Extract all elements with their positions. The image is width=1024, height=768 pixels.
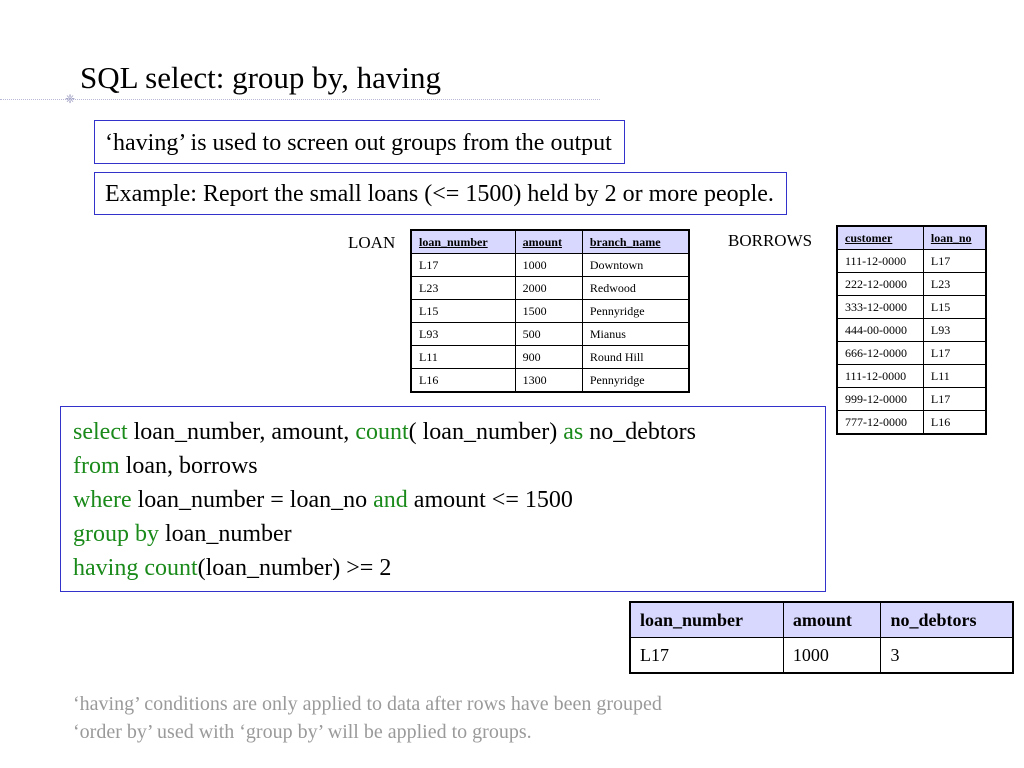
table-header-row [411,230,689,254]
table-row [837,273,986,296]
column-header: amount [515,230,582,254]
table-cell: 900 [515,346,582,369]
table-cell: Round Hill [582,346,689,369]
table-cell: 444-00-0000 [837,319,923,342]
table-row [837,411,986,435]
table-cell: L23 [923,273,986,296]
sql-keyword: group by [73,521,159,547]
table-cell: 111-12-0000 [837,250,923,273]
table-cell: Downtown [582,254,689,277]
sql-text: loan_number, amount, [127,419,356,445]
table-row [411,346,689,369]
column-header: branch_name [582,230,689,254]
table-cell: 1000 [515,254,582,277]
table-cell: Pennyridge [582,369,689,393]
column-header: no_debtors [881,602,1013,638]
table-row [411,323,689,346]
table-cell: L15 [923,296,986,319]
divider-ornament-icon: ❈ [64,92,76,106]
sql-text: no_debtors [583,419,696,445]
borrows-table [836,225,987,435]
footnote-order-by: ‘order by’ used with ‘group by’ will be applied to groups. [73,721,532,743]
column-header: loan_number [411,230,515,254]
sql-text: loan_number [159,521,292,547]
sql-text: ( loan_number) [408,419,564,445]
table-cell: 111-12-0000 [837,365,923,388]
table-row [630,638,1013,674]
table-cell: 2000 [515,277,582,300]
table-row [411,369,689,393]
table-cell: L11 [411,346,515,369]
table-cell: L17 [923,388,986,411]
table-header-row [630,602,1013,638]
query-line-where [73,483,819,517]
table-row [411,300,689,323]
footnote-having: ‘having’ conditions are only applied to data after rows have been grouped [73,693,662,715]
table-row [837,342,986,365]
table-cell: L93 [923,319,986,342]
table-cell: 222-12-0000 [837,273,923,296]
slide-title: SQL select: group by, having [80,60,442,95]
table-cell: L17 [411,254,515,277]
sql-keyword: select [73,419,128,445]
table-cell: L11 [923,365,986,388]
table-cell: Mianus [582,323,689,346]
column-header: loan_number [630,602,783,638]
sql-text: (loan_number) >= 2 [197,555,392,581]
table-cell: L17 [923,250,986,273]
table-cell: L93 [411,323,515,346]
table-cell: L15 [411,300,515,323]
table-cell: 1000 [783,638,881,674]
example-box: Example: Report the small loans (<= 1500) held by 2 or more people. [94,172,787,215]
table-row [837,388,986,411]
sql-keyword: count [355,419,409,445]
table-cell: Pennyridge [582,300,689,323]
result-table [629,601,1014,674]
sql-query-box [60,406,826,592]
having-definition-box: ‘having’ is used to screen out groups from the output [94,120,625,164]
query-line-from [73,449,819,483]
table-cell: L17 [630,638,783,674]
table-row [837,365,986,388]
table-cell: L23 [411,277,515,300]
loan-table [410,229,690,393]
table-cell: 666-12-0000 [837,342,923,365]
sql-text: loan_number = loan_no [131,487,374,513]
sql-text: amount <= 1500 [407,487,573,513]
column-header: loan_no [923,226,986,250]
table-cell: Redwood [582,277,689,300]
table-cell: 999-12-0000 [837,388,923,411]
sql-keyword: and [373,487,408,513]
column-header: amount [783,602,881,638]
table-cell: 1500 [515,300,582,323]
title-divider [0,99,600,100]
sql-keyword: as [563,419,584,445]
table-cell: 777-12-0000 [837,411,923,435]
table-header-row [837,226,986,250]
table-cell: L16 [411,369,515,393]
sql-keyword: where [73,487,132,513]
sql-keyword: from [73,453,120,479]
table-cell: 500 [515,323,582,346]
table-cell: L17 [923,342,986,365]
table-row [837,319,986,342]
borrows-table-label: BORROWS [728,231,813,250]
loan-table-label: LOAN [348,233,396,252]
table-cell: L16 [923,411,986,435]
table-cell: 1300 [515,369,582,393]
table-row [411,277,689,300]
table-row [837,250,986,273]
column-header: customer [837,226,923,250]
sql-keyword: having count [73,555,198,581]
query-line-select [73,415,819,449]
table-row [837,296,986,319]
table-row [411,254,689,277]
sql-text: loan, borrows [119,453,258,479]
table-cell: 333-12-0000 [837,296,923,319]
query-line-group-by [73,517,819,551]
query-line-having [73,551,819,585]
table-cell: 3 [881,638,1013,674]
